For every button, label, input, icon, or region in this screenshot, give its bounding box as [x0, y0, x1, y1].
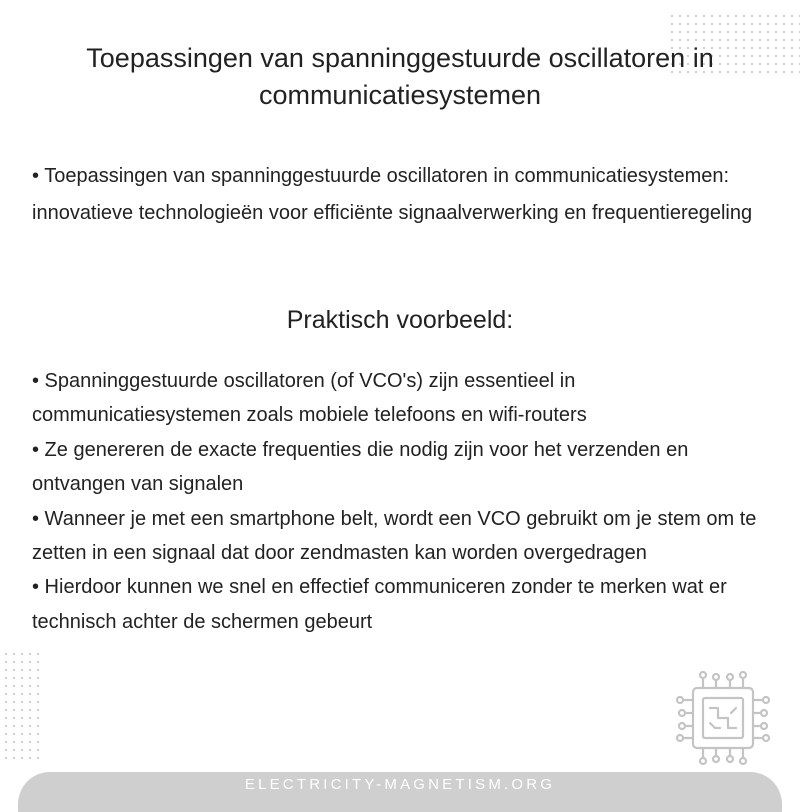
section-heading: Praktisch voorbeeld:: [286, 306, 514, 334]
bullet-item: • Ze genereren de exacte frequenties die nodig zijn voor het verzenden en ontvangen van signalen: [32, 438, 689, 496]
bullet-list: [32, 364, 774, 639]
dot-grid-pattern-bottom-left: [4, 652, 40, 767]
intro-paragraph: • Toepassingen van spanninggestuurde oscillatoren in communicatiesystemen: innovatieve technologieën voor efficiënte signaalverwerking en frequentieregeling: [32, 165, 753, 224]
page-title: Toepassingen van spanninggestuurde oscillatoren in communicatiesystemen: [86, 43, 714, 110]
footer-site-name: ELECTRICITY-MAGNETISM.ORG: [244, 776, 556, 793]
bullet-item: • Wanneer je met een smartphone belt, wordt een VCO gebruikt om je stem om te zetten in een signaal dat door zendmasten kan worden overgedragen: [32, 507, 757, 565]
bullet-item: • Hierdoor kunnen we snel en effectief communiceren zonder te merken wat er technisch achter de schermen gebeurt: [32, 576, 727, 633]
bullet-item: • Spanninggestuurde oscillatoren (of VCO's) zijn essentieel in communicatiesystemen zoals mobiele telefoons en wifi-routers: [32, 370, 587, 427]
circuit-chip-icon: [673, 668, 773, 773]
